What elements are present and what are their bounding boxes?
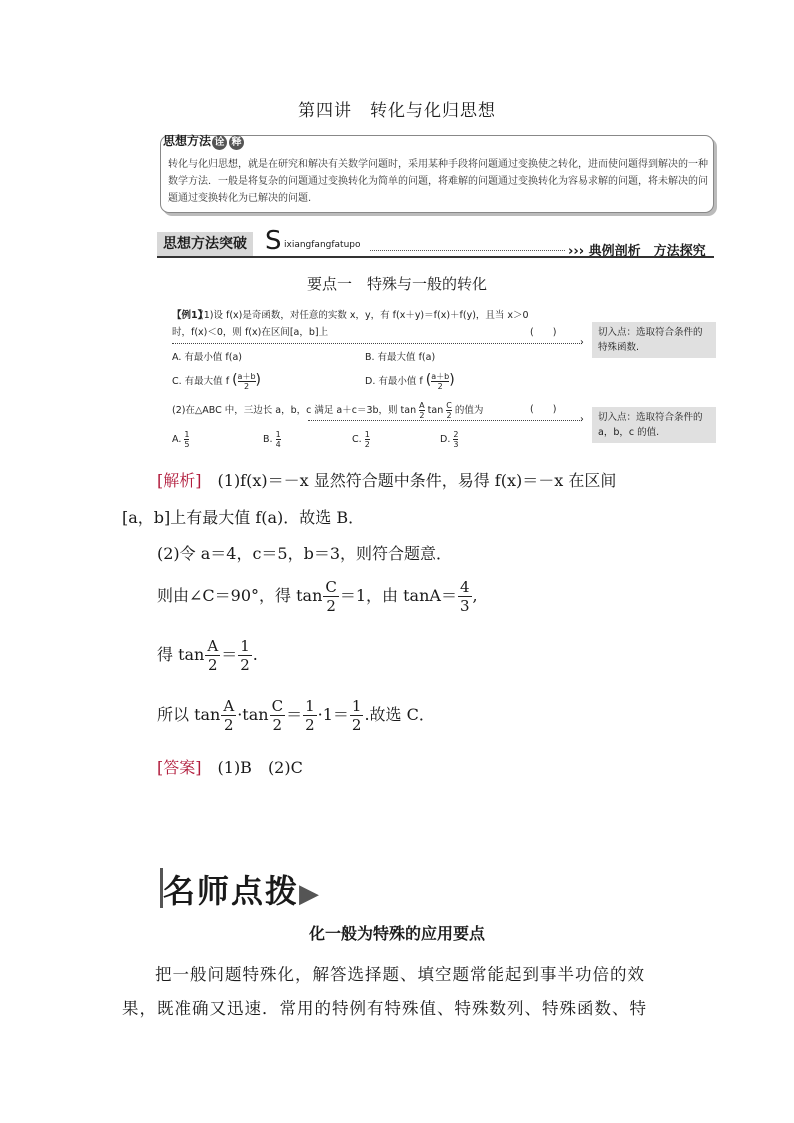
fraction: $\frac{1}{2}$ (351, 697, 362, 734)
fraction: $\frac{A}{2}$ (419, 401, 425, 420)
example-q1-paren: ( ) (530, 327, 557, 338)
fraction: $\frac{1}{2}$ (240, 637, 250, 674)
option-d-text: D. 有最小值 f (365, 376, 423, 387)
fraction: $\frac{A}{2}$ (207, 637, 219, 674)
method-box-tag-char: 诠 (212, 135, 227, 150)
option-a: A. 有最小值 f(a) (172, 352, 242, 363)
option-c-text: C. 有最大值 f (172, 376, 230, 387)
option-c: C. 有最大值 f ( $\frac{a+b}{2}$) (172, 372, 261, 391)
fraction: $\frac{C}{2}$ (325, 578, 337, 615)
method-box-tag-char: 释 (229, 135, 244, 150)
tips-subtitle: 化一般为特殊的应用要点 (308, 924, 485, 943)
example-label: 【例1】 (172, 310, 208, 321)
fraction: $\frac{4}{3}$ (459, 578, 470, 615)
arrow-icon: › (580, 414, 584, 425)
solution-line-6: 所以 tan $\frac{A}{2}$ ·tan $\frac{C}{2}$ ＝ $\frac{1}{2}$ ·1＝ $\frac{1}{2}$ .故选 C． (157, 697, 435, 734)
method-box-text: 转化与化归思想，就是在研究和解决有关数学问题时，采用某种手段将问题通过变换使之转化，进而使问题得到解决的一种数学方法．一般是将复杂的问题通过变换转化为简单的问题，将难解的问题通过变换转化为容易求解的问题，将未解决的问题通过变换转化为已解决的问题. (168, 159, 708, 204)
solution-line-2: [a，b]上有最大值 f(a)．故选 B． (122, 508, 365, 527)
tip-box-2: 切入点：选取符合条件的 a，b，c 的值. (592, 407, 716, 443)
solution-line-5: 得 tan $\frac{A}{2}$ ＝ $\frac{1}{2}$ . (157, 637, 258, 674)
fraction: $\frac{a+b}{2}$ (431, 372, 450, 391)
section-pinyin: ixiangfangfatupo (284, 240, 361, 250)
choice-b: B. $\frac{1}{4}$ (263, 430, 281, 449)
choice-d: D. $\frac{2}{3}$ (440, 430, 459, 449)
example-q1-line1: (1)设 f(x)是奇函数，对任意的实数 x，y，有 f(x＋y)＝f(x)＋f(y)，且当 x＞0 (200, 310, 529, 321)
section-subtitle: ››› 典例剖析 方法探究 (568, 244, 706, 259)
fraction: $\frac{a+b}{2}$ (237, 372, 256, 391)
example-q2-paren: ( ) (530, 404, 557, 415)
choice-c: C. $\frac{1}{2}$ (352, 430, 370, 449)
tip-box-1: 切入点：选取符合条件的特殊函数. (592, 322, 716, 358)
choice-a: A. $\frac{1}{5}$ (172, 430, 190, 449)
example-q1-guide-line (172, 343, 582, 344)
solution-line-1: [解析] (1)f(x)＝－x 显然符合题中条件，易得 f(x)＝－x 在区间 (157, 471, 617, 490)
example-q2: (2)在△ABC 中，三边长 a，b，c 满足 a＋c＝3b，则 tan $\frac{A}{2}$ tan $\frac{C}{2}$ 的值为 (172, 401, 484, 420)
tips-paragraph: 把一般问题特殊化，解答选择题、填空题常能起到事半功倍的效果，既准确又迅速．常用的特例有特殊值、特殊数列、特殊函数、特 (122, 965, 647, 1018)
method-box-tag-text: 思想方法 (163, 134, 212, 148)
page-title: 第四讲 转化与化归思想 (298, 101, 496, 121)
fraction: $\frac{A}{2}$ (223, 697, 235, 734)
section-underline (157, 256, 714, 258)
solution-label: [解析] (157, 471, 202, 490)
option-b: B. 有最大值 f(a) (365, 352, 436, 363)
solution-line-4: 则由∠C＝90°，得 tan $\frac{C}{2}$ ＝1，由 tanA＝ $\frac{4}{3}$ , (157, 578, 478, 615)
option-d: D. 有最小值 f ( $\frac{a+b}{2}$) (365, 372, 455, 391)
example-q2-guide-line (308, 420, 582, 421)
solution-line-3: (2)令 a＝4，c＝5，b＝3，则符合题意． (157, 544, 453, 563)
section-title: 思想方法突破 (157, 232, 253, 256)
answer-label: [答案] (157, 758, 202, 777)
fraction: $\frac{1}{2}$ (305, 697, 315, 734)
method-box-tag (163, 132, 245, 150)
point-title: 要点一 特殊与一般的转化 (306, 275, 487, 293)
fraction: $\frac{C}{2}$ (271, 697, 284, 734)
play-triangle-icon: ▶ (299, 879, 322, 909)
arrow-icon: › (580, 337, 584, 348)
section-initial: S (265, 226, 282, 256)
example-q1-line2: 时，f(x)＜0，则 f(x)在区间[a，b]上 (172, 327, 329, 338)
answer-line: [答案] (1)B (2)C (157, 758, 303, 777)
tips-title: 名师点拨▶ (163, 872, 322, 910)
section-divider-dots (370, 250, 565, 251)
fraction: $\frac{C}{2}$ (446, 401, 452, 420)
